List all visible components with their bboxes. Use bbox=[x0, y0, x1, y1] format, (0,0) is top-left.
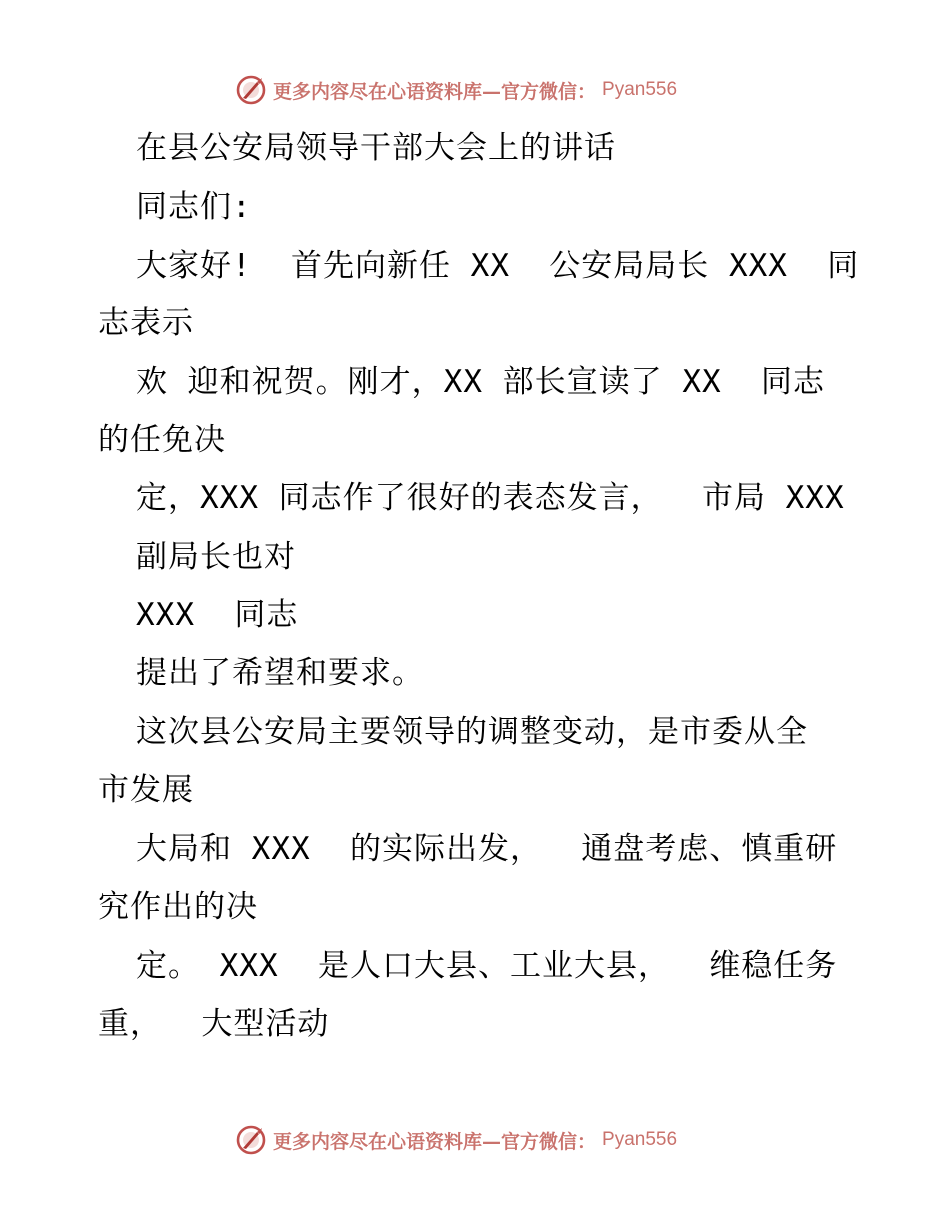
text-line: 究作出的决 bbox=[98, 889, 258, 925]
quill-logo-icon bbox=[235, 1124, 267, 1156]
text-line: 定。 XXX 是人口大县、工业大县， 维稳任务 bbox=[136, 948, 838, 984]
text-line: 副局长也对 bbox=[136, 539, 296, 575]
watermark-text: 更多内容尽在心语资料库—官方微信： bbox=[273, 80, 597, 103]
watermark-wechat-id: Pyan556 bbox=[602, 1129, 678, 1150]
text-line: 这次县公安局主要领导的调整变动，是市委从全 bbox=[136, 714, 808, 750]
header-watermark bbox=[235, 72, 677, 108]
text-line: 同志们: bbox=[136, 189, 252, 225]
watermark-text: 更多内容尽在心语资料库—官方微信： bbox=[273, 1130, 597, 1153]
quill-logo-icon bbox=[235, 74, 267, 106]
text-line: 重， 大型活动 bbox=[98, 1006, 330, 1042]
text-line: 提出了希望和要求。 bbox=[136, 655, 424, 691]
text-line: 定，XXX 同志作了很好的表态发言， 市局 XXX bbox=[136, 480, 845, 516]
text-line: 大局和 XXX 的实际出发， 通盘考虑、慎重研 bbox=[136, 831, 838, 867]
text-line: XXX 同志 bbox=[136, 597, 299, 633]
text-line: 大家好! 首先向新任 XX 公安局局长 XXX 同 bbox=[136, 248, 860, 284]
watermark-wechat-id: Pyan556 bbox=[602, 79, 678, 100]
text-line: 市发展 bbox=[98, 772, 194, 808]
footer-watermark bbox=[235, 1122, 677, 1158]
document-title: 在县公安局领导干部大会上的讲话 bbox=[136, 130, 616, 166]
text-line: 志表示 bbox=[98, 305, 194, 341]
text-line: 欢 迎和祝贺。刚才，XX 部长宣读了 XX 同志 bbox=[136, 364, 825, 400]
text-line: 的任免决 bbox=[98, 422, 226, 458]
